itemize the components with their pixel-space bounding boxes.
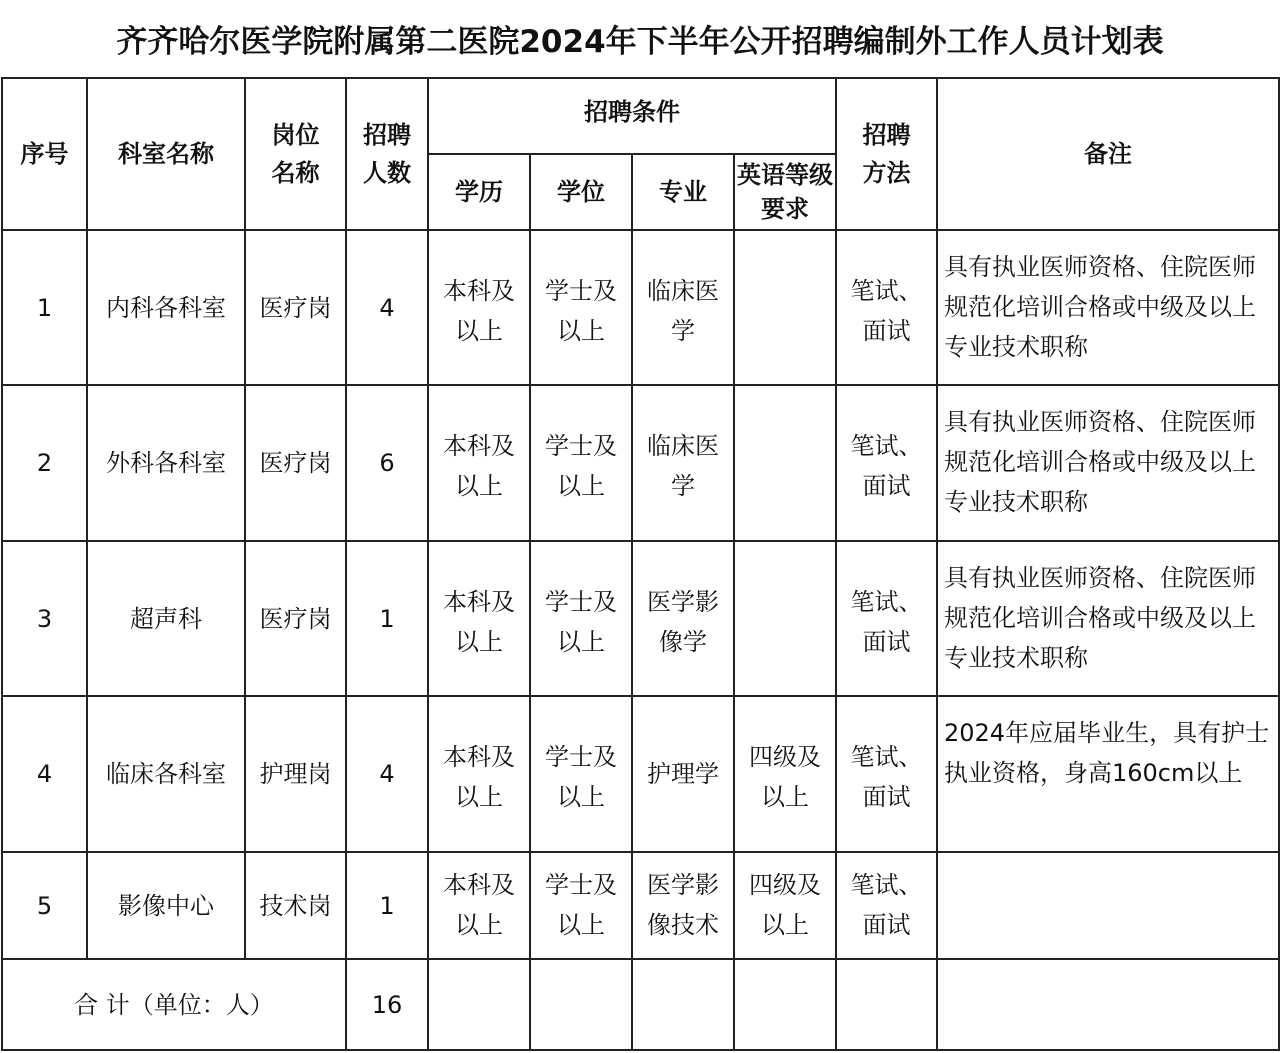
cell-note: 具有执业医师资格、住院医师规范化培训合格或中级及以上专业技术职称 — [937, 385, 1279, 541]
cell-count: 6 — [346, 385, 428, 541]
total-empty-cell — [632, 959, 734, 1050]
total-empty-cell — [937, 959, 1279, 1050]
header-conditions: 招聘条件 — [428, 78, 836, 154]
cell-count: 1 — [346, 541, 428, 696]
cell-seq: 5 — [2, 852, 87, 959]
table-row — [2, 385, 1279, 541]
cell-education: 本科及以上 — [428, 852, 530, 959]
cell-count: 4 — [346, 696, 428, 852]
cell-method: 笔试、面试 — [836, 696, 937, 852]
cell-english — [734, 230, 836, 385]
cell-dept: 内科各科室 — [87, 230, 245, 385]
table-row — [2, 852, 1279, 959]
cell-note: 具有执业医师资格、住院医师规范化培训合格或中级及以上专业技术职称 — [937, 541, 1279, 696]
cell-post: 技术岗 — [245, 852, 346, 959]
cell-note — [937, 852, 1279, 959]
cell-method: 笔试、面试 — [836, 230, 937, 385]
cell-post: 医疗岗 — [245, 385, 346, 541]
total-empty-cell — [530, 959, 632, 1050]
header-dept: 科室名称 — [87, 78, 245, 230]
cell-english — [734, 541, 836, 696]
cell-education: 本科及以上 — [428, 696, 530, 852]
recruitment-plan-table — [1, 77, 1280, 1051]
cell-dept: 超声科 — [87, 541, 245, 696]
cell-dept: 影像中心 — [87, 852, 245, 959]
cell-seq: 4 — [2, 696, 87, 852]
cell-education: 本科及以上 — [428, 230, 530, 385]
header-degree: 学位 — [530, 154, 632, 230]
cell-seq: 1 — [2, 230, 87, 385]
cell-dept: 临床各科室 — [87, 696, 245, 852]
cell-note: 2024年应届毕业生，具有护士执业资格，身高160cm以上 — [937, 696, 1279, 852]
cell-method: 笔试、面试 — [836, 852, 937, 959]
cell-english — [734, 385, 836, 541]
cell-seq: 2 — [2, 385, 87, 541]
header-note: 备注 — [937, 78, 1279, 230]
table-row — [2, 230, 1279, 385]
cell-post: 医疗岗 — [245, 230, 346, 385]
cell-major: 临床医学 — [632, 230, 734, 385]
cell-english: 四级及以上 — [734, 852, 836, 959]
cell-post: 医疗岗 — [245, 541, 346, 696]
cell-major: 临床医学 — [632, 385, 734, 541]
cell-count: 4 — [346, 230, 428, 385]
total-empty-cell — [734, 959, 836, 1050]
page-title: 齐齐哈尔医学院附属第二医院2024年下半年公开招聘编制外工作人员计划表 — [116, 23, 1164, 60]
header-method: 招聘方法 — [836, 78, 937, 230]
cell-method: 笔试、面试 — [836, 541, 937, 696]
cell-major: 护理学 — [632, 696, 734, 852]
total-empty-cell — [428, 959, 530, 1050]
cell-note: 具有执业医师资格、住院医师规范化培训合格或中级及以上专业技术职称 — [937, 230, 1279, 385]
cell-seq: 3 — [2, 541, 87, 696]
cell-degree: 学士及以上 — [530, 852, 632, 959]
cell-dept: 外科各科室 — [87, 385, 245, 541]
cell-major: 医学影像技术 — [632, 852, 734, 959]
header-post: 岗位名称 — [245, 78, 346, 230]
header-seq: 序号 — [2, 78, 87, 230]
cell-education: 本科及以上 — [428, 385, 530, 541]
cell-degree: 学士及以上 — [530, 230, 632, 385]
total-label: 合 计（单位：人） — [2, 959, 346, 1050]
total-empty-cell — [836, 959, 937, 1050]
table-row — [2, 696, 1279, 852]
cell-degree: 学士及以上 — [530, 696, 632, 852]
cell-method: 笔试、面试 — [836, 385, 937, 541]
cell-degree: 学士及以上 — [530, 385, 632, 541]
cell-count: 1 — [346, 852, 428, 959]
header-count: 招聘人数 — [346, 78, 428, 230]
total-row — [2, 959, 1279, 1050]
cell-english: 四级及以上 — [734, 696, 836, 852]
cell-education: 本科及以上 — [428, 541, 530, 696]
header-major: 专业 — [632, 154, 734, 230]
cell-post: 护理岗 — [245, 696, 346, 852]
table-row — [2, 541, 1279, 696]
header-education: 学历 — [428, 154, 530, 230]
header-english: 英语等级要求 — [734, 154, 836, 230]
cell-major: 医学影像学 — [632, 541, 734, 696]
total-count: 16 — [346, 959, 428, 1050]
cell-degree: 学士及以上 — [530, 541, 632, 696]
